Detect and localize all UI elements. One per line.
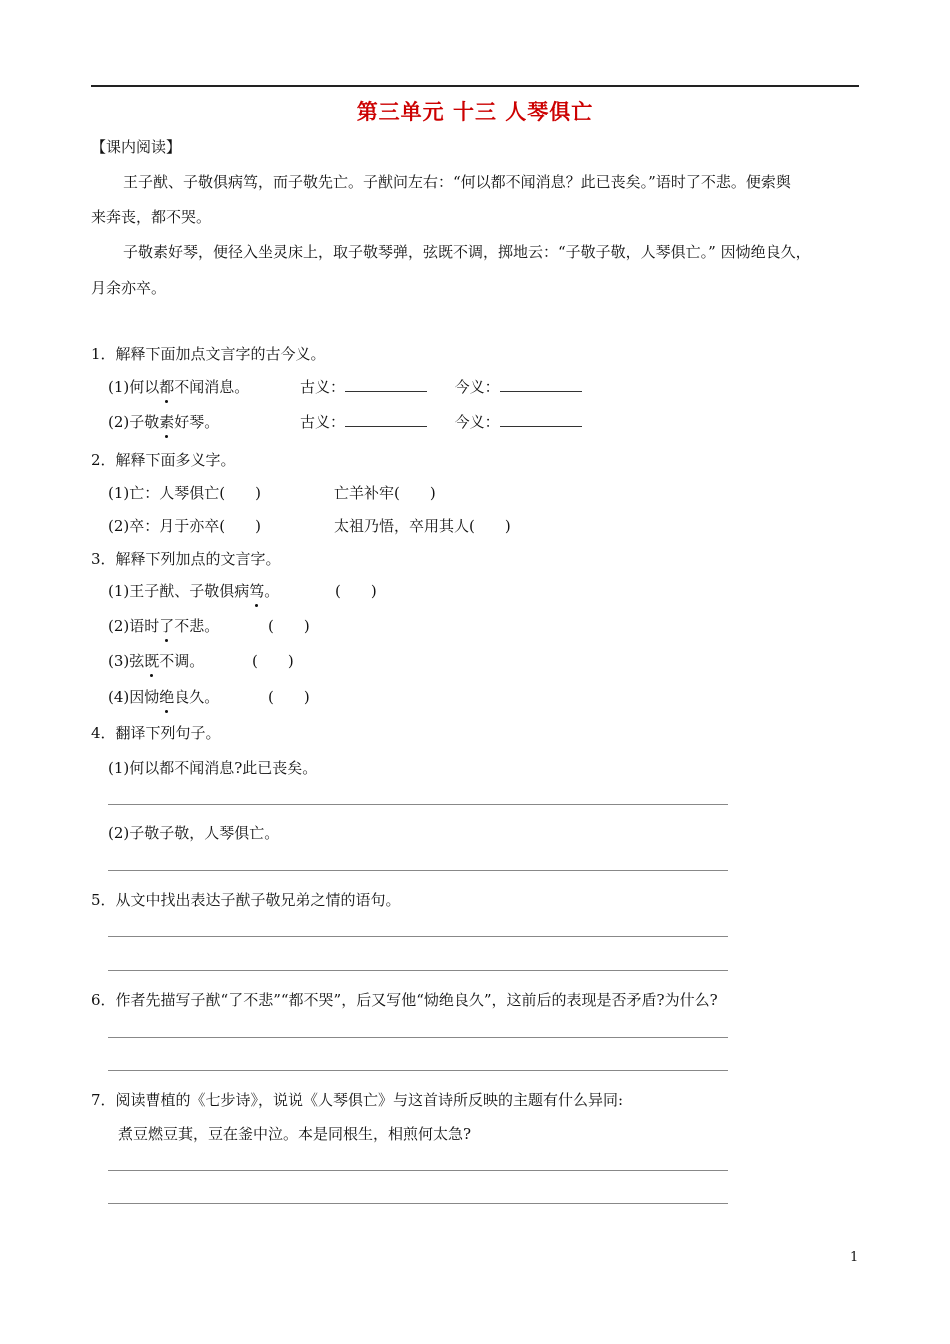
q1-item-1-dotted-char: 都 xyxy=(159,378,175,396)
passage-p1-line1: 王子猷、子敬俱病笃，而子敬先亡。子猷问左右：“何以都不闻消息？此已丧矣。”语时了不悲。便索舆 xyxy=(123,173,791,191)
page-number: 1 xyxy=(850,1250,859,1265)
q1-item-2 xyxy=(108,411,219,432)
gu-label: 古义： xyxy=(300,378,346,396)
q3-item-3-post: 不调。 xyxy=(159,652,205,670)
q1-item-2-answers xyxy=(300,411,582,432)
jin-answer-blank[interactable] xyxy=(500,377,582,392)
q3-item-2-paren[interactable]: ( ) xyxy=(268,617,310,635)
q3-item-1-dotted-char: 笃 xyxy=(249,582,265,600)
q1-item-1-answers xyxy=(300,376,582,397)
q1-item-2-pre: (2)子敬 xyxy=(108,413,160,431)
q3-item-3-paren[interactable]: ( ) xyxy=(252,652,294,670)
q4-answer-line-2[interactable] xyxy=(108,870,728,871)
q4-stem: 4．翻译下列句子。 xyxy=(91,724,221,742)
q3-item-4-paren[interactable]: ( ) xyxy=(268,688,310,706)
q3-item-1-paren[interactable]: ( ) xyxy=(335,582,377,600)
passage-p2-line1: 子敬素好琴，便径入坐灵床上，取子敬琴弹，弦既不调，掷地云：“子敬子敬，人琴俱亡。” 因恸绝良久， xyxy=(123,243,811,261)
q2-item-a2: 亡羊补牢( ) xyxy=(334,484,436,502)
q5-answer-line-2[interactable] xyxy=(108,970,728,971)
q1-item-2-post: 好琴。 xyxy=(174,413,220,431)
q1-item-2-dotted-char: 素 xyxy=(159,413,175,431)
q7-stem: 7．阅读曹植的《七步诗》，说说《人琴俱亡》与这首诗所反映的主题有什么异同: xyxy=(91,1091,624,1109)
q6-answer-line-1[interactable] xyxy=(108,1037,728,1038)
q3-item-2-pre: (2)语时 xyxy=(108,617,160,635)
q3-item-3-dotted-char: 既 xyxy=(144,652,160,670)
q1-item-1 xyxy=(108,376,249,397)
jin-label: 今义： xyxy=(454,378,500,396)
q3-item-2 xyxy=(108,615,219,636)
section-label: 【课内阅读】 xyxy=(91,138,182,156)
q1-stem: 1．解释下面加点文言字的古今义。 xyxy=(91,345,326,363)
q2-stem: 2．解释下面多义字。 xyxy=(91,451,236,469)
gu-answer-blank[interactable] xyxy=(345,377,427,392)
jin-label: 今义： xyxy=(454,413,500,431)
q4-sentence-1: (1)何以都不闻消息?此已丧矣。 xyxy=(108,759,318,777)
q2-item-b2: 太祖乃悟，卒用其人( ) xyxy=(334,517,511,535)
q2-item-a1: (1)亡：人琴俱亡( ) xyxy=(108,484,261,502)
q5-answer-line-1[interactable] xyxy=(108,936,728,937)
q3-item-3 xyxy=(108,650,204,671)
q3-item-2-dotted-char: 了 xyxy=(159,617,175,635)
passage-p2-line2: 月余亦卒。 xyxy=(91,279,167,297)
q3-item-1 xyxy=(108,580,279,601)
q6-answer-line-2[interactable] xyxy=(108,1070,728,1071)
q3-item-2-post: 不悲。 xyxy=(174,617,220,635)
q3-item-4 xyxy=(108,686,219,707)
passage-p1-line2: 来奔丧，都不哭。 xyxy=(91,208,212,226)
q3-item-3-pre: (3)弦 xyxy=(108,652,145,670)
q4-answer-line-1[interactable] xyxy=(108,804,728,805)
gu-answer-blank[interactable] xyxy=(345,412,427,427)
q3-item-4-pre: (4)因恸 xyxy=(108,688,160,706)
q3-stem: 3．解释下列加点的文言字。 xyxy=(91,550,281,568)
q3-item-4-dotted-char: 绝 xyxy=(159,688,175,706)
q3-item-1-pre: (1)王子猷、子敬俱病 xyxy=(108,582,250,600)
q2-item-b1: (2)卒：月于亦卒( ) xyxy=(108,517,261,535)
header-rule xyxy=(91,85,859,87)
page-title: 第三单元 十三 人琴俱亡 xyxy=(356,100,594,124)
jin-answer-blank[interactable] xyxy=(500,412,582,427)
q5-stem: 5．从文中找出表达子猷子敬兄弟之情的语句。 xyxy=(91,891,401,909)
q7-answer-line-2[interactable] xyxy=(108,1203,728,1204)
q1-item-1-post: 不闻消息。 xyxy=(174,378,250,396)
q7-answer-line-1[interactable] xyxy=(108,1170,728,1171)
q7-poem: 煮豆燃豆萁，豆在釜中泣。本是同根生，相煎何太急? xyxy=(118,1125,472,1143)
q3-item-1-post: 。 xyxy=(264,582,280,600)
q4-sentence-2: (2)子敬子敬，人琴俱亡。 xyxy=(108,824,280,842)
q6-stem: 6．作者先描写子猷“了不悲”“都不哭”，后又写他“恸绝良久”，这前后的表现是否矛盾?为什么? xyxy=(91,991,718,1009)
q3-item-4-post: 良久。 xyxy=(174,688,220,706)
gu-label: 古义： xyxy=(300,413,346,431)
q1-item-1-pre: (1)何以 xyxy=(108,378,160,396)
